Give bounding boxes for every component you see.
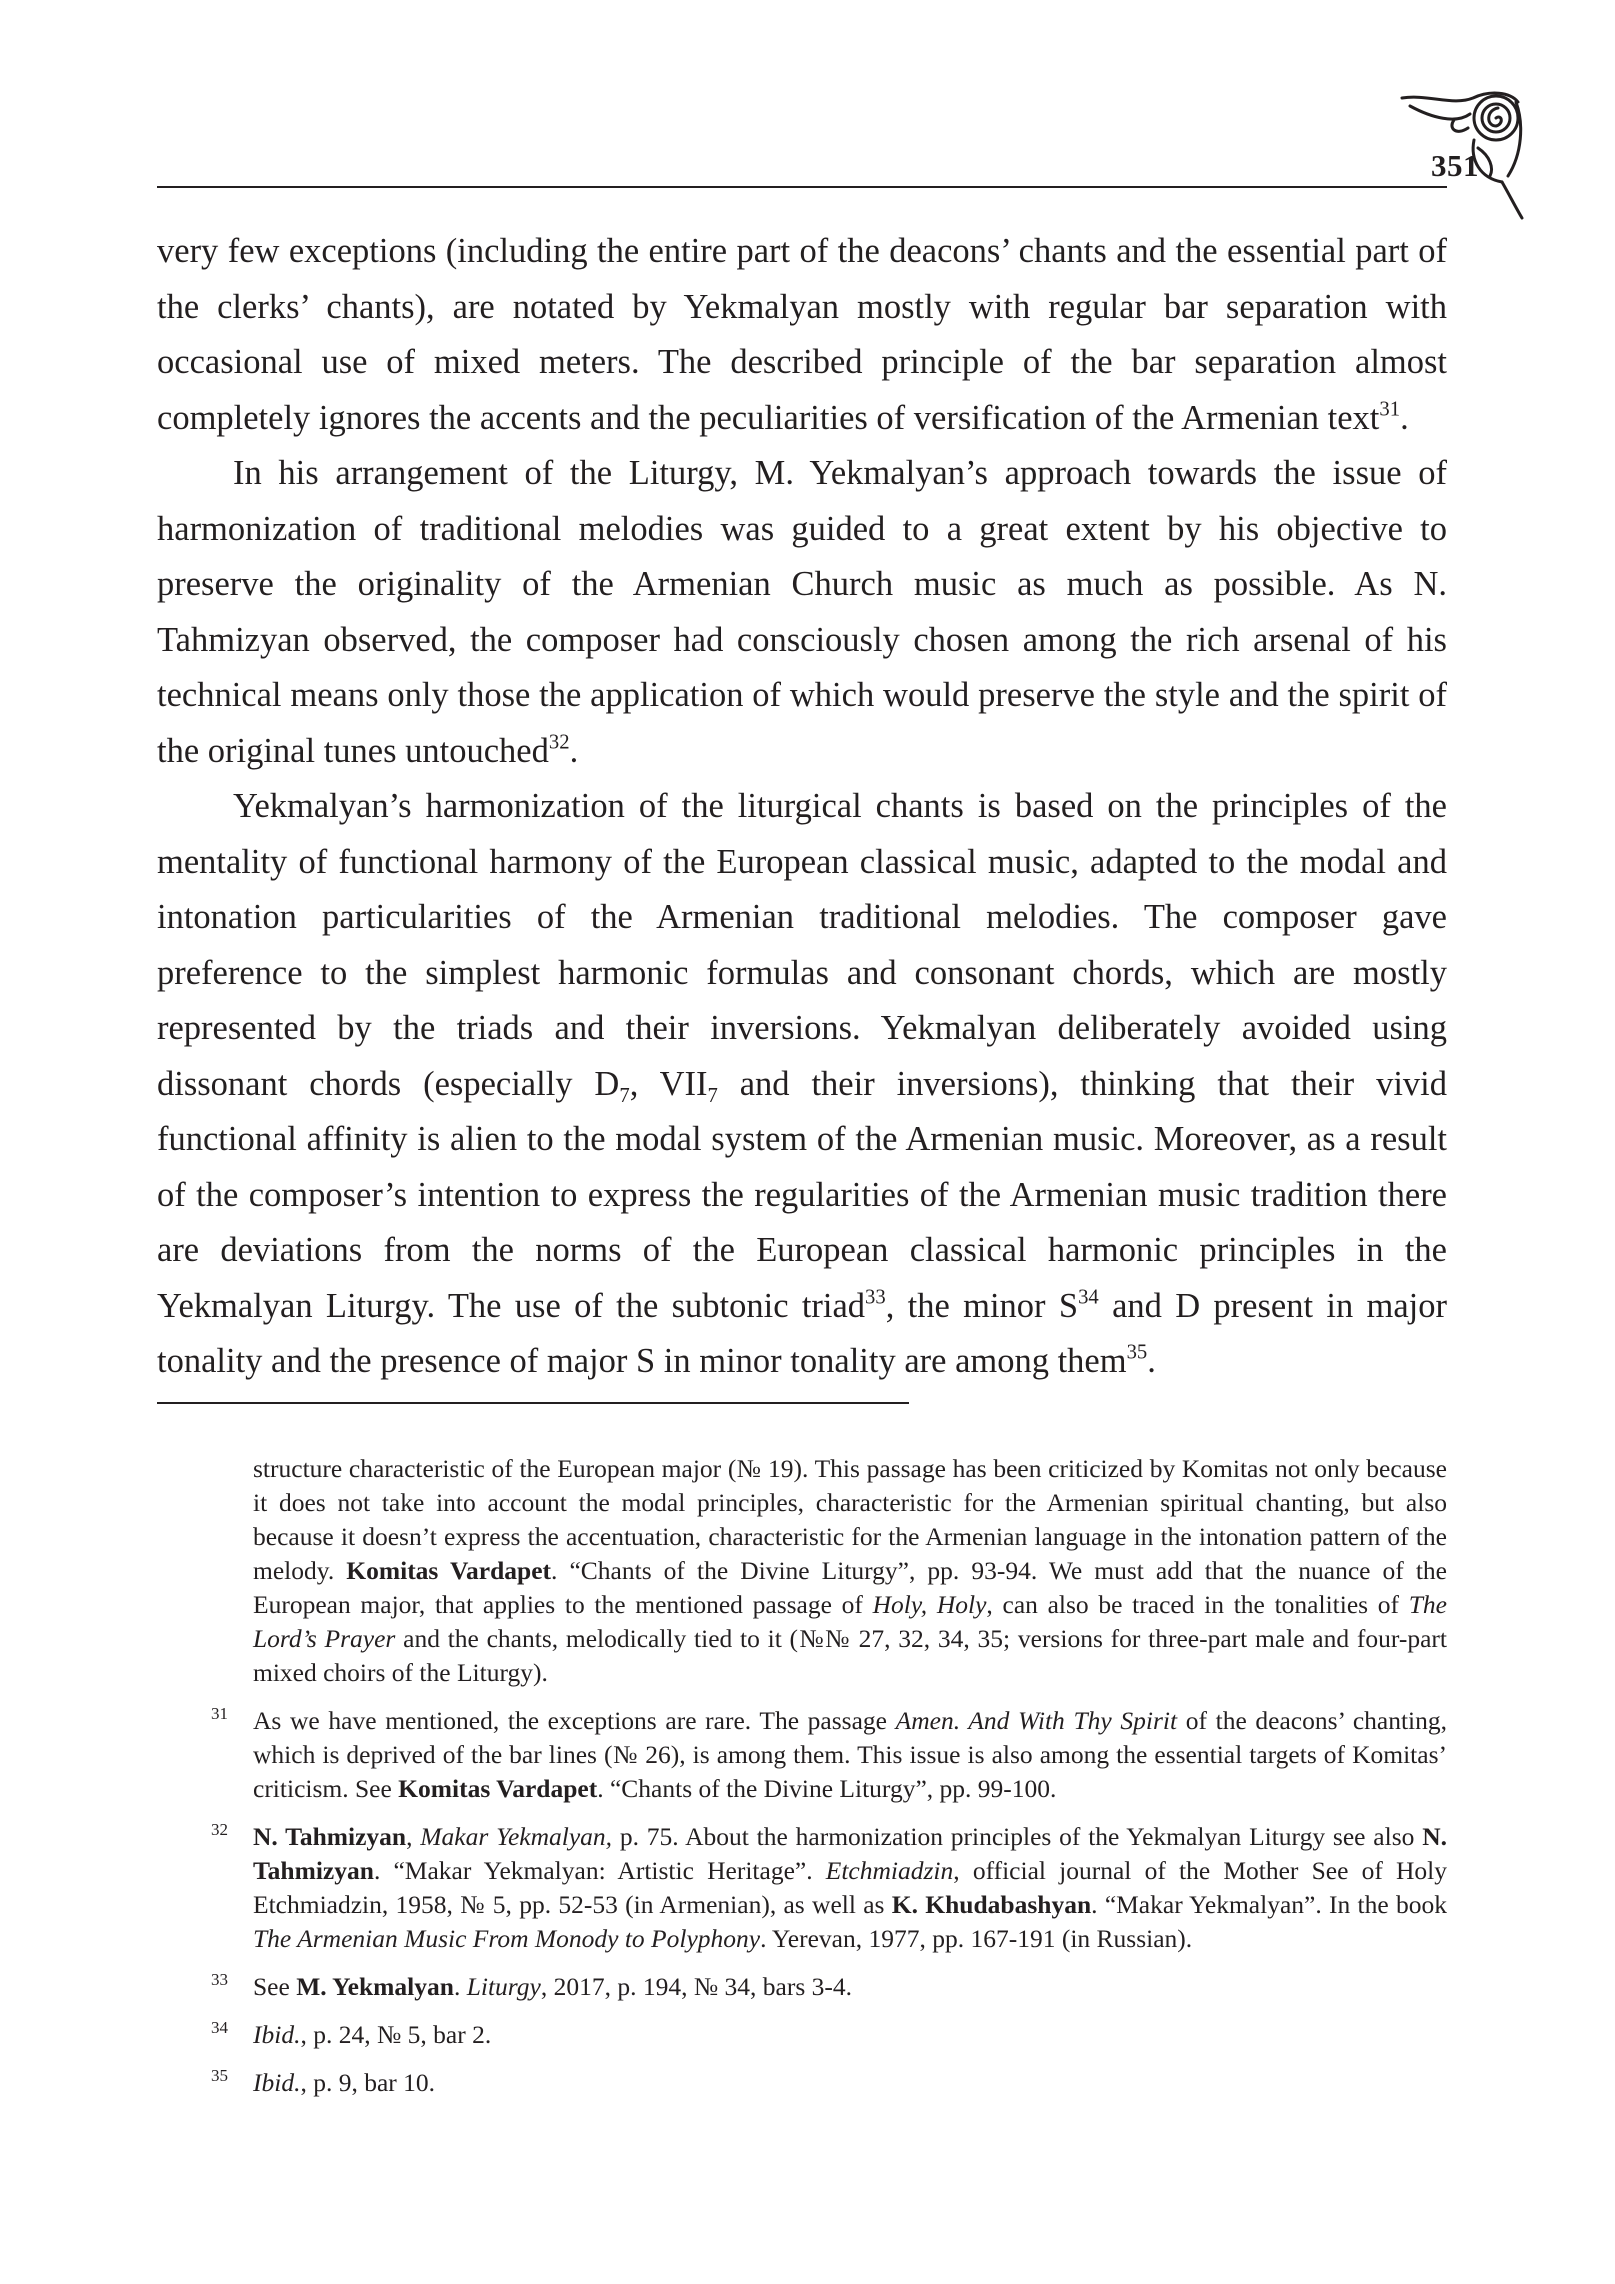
footnote-ref-35[interactable]: 35 bbox=[1126, 1341, 1148, 1364]
footnote-text: and the chants, melodically tied to it (№№ 27, 32, 34, 35; versions for three-part male and four-part mixed choirs of the Liturgy). bbox=[253, 1624, 1447, 1687]
punct: . bbox=[569, 731, 579, 770]
author-name: K. Khudabashyan bbox=[891, 1890, 1092, 1919]
footnote-text: . “Makar Yekmalyan”. In the book bbox=[1091, 1890, 1448, 1919]
footnote-34 bbox=[157, 2018, 1447, 2052]
footnote-ref-32[interactable]: 32 bbox=[548, 731, 570, 754]
paragraph-text: very few exceptions (including the entire part of the deacons’ chants and the essential part of the clerks’ chants), are notated by Yekmalyan mostly with regular bar separation with occasional use of mixed meters. The described principle of the bar separation almost completely ignores the accents and the peculiarities of versification of the Armenian text bbox=[157, 232, 1447, 437]
footnote-number: 35 bbox=[211, 2066, 228, 2085]
footnote-text: As we have mentioned, the exceptions are rare. The passage bbox=[253, 1706, 896, 1735]
footnote-number: 31 bbox=[211, 1704, 228, 1723]
footnote-ref-33[interactable]: 33 bbox=[865, 1286, 886, 1309]
footnote-number: 34 bbox=[211, 2018, 228, 2037]
footnote-number: 33 bbox=[211, 1970, 228, 1989]
footnote-number: 32 bbox=[211, 1820, 228, 1839]
footnote-text: . Yerevan, 1977, pp. 167-191 (in Russian). bbox=[760, 1924, 1193, 1953]
footnote-33 bbox=[157, 1970, 1447, 2004]
body-paragraph-1 bbox=[157, 224, 1447, 446]
header-rule bbox=[157, 186, 1447, 188]
body-paragraph-3 bbox=[157, 779, 1447, 1390]
subscript-7: 7 bbox=[619, 1084, 630, 1107]
subscript-7: 7 bbox=[707, 1084, 718, 1107]
author-name: N. Tahmizyan bbox=[253, 1822, 407, 1851]
footnote-32 bbox=[157, 1820, 1447, 1956]
footnote-text: of the deacons’ chanting, which is deprived of the bar lines (№ 26), is among them. This issue is also among the essential targets of Komitas’ criticism. See bbox=[253, 1706, 1447, 1803]
footnote-text: structure characteristic of the European major (№ 19). This passage has been criticized by Komitas not only because it does not take into account the modal principles, characteristic for the Armenian spiritual chanting, but also because it doesn’t express the accentuation, characteristic for the Armenian language in the intonation pattern of the melody. bbox=[253, 1454, 1447, 1585]
footnote-text: , 2017, p. 194, № 34, bars 3-4. bbox=[540, 1972, 853, 2001]
footnote-text: , bbox=[406, 1822, 421, 1851]
footnote-text: , p. 9, bar 10. bbox=[300, 2068, 436, 2097]
body-paragraph-2 bbox=[157, 446, 1447, 779]
footnote-continuation bbox=[157, 1452, 1447, 1690]
ibid: Ibid. bbox=[253, 2020, 301, 2049]
main-text bbox=[157, 224, 1447, 1390]
footnote-text: . bbox=[453, 1972, 467, 2001]
work-title: Liturgy bbox=[466, 1972, 541, 2001]
footnote-31 bbox=[157, 1704, 1447, 1806]
paragraph-text: In his arrangement of the Liturgy, M. Yekmalyan’s approach towards the issue of harmonization of traditional melodies was guided to a great extent by his objective to preserve the originality of the Armenian Church music as much as possible. As N. Tahmizyan observed, the composer had consciously chosen among the rich arsenal of his technical means only those the application of which would preserve the style and the spirit of the original tunes untouched bbox=[157, 454, 1447, 770]
work-title: The Armenian Music From Monody to Polyphony bbox=[253, 1924, 761, 1953]
work-title: Holy, Holy bbox=[872, 1590, 987, 1619]
footnotes bbox=[157, 1452, 1447, 2114]
work-title: Makar Yekmalyan, bbox=[420, 1822, 613, 1851]
author-name: M. Yekmalyan bbox=[296, 1972, 454, 2001]
paragraph-text: and their inversions), thinking that their vivid functional affinity is alien to the modal system of the Armenian music. Moreover, as a result of the composer’s intention to express the regularities of the Armenian music tradition there are deviations from the norms of the European classical harmonic principles in the Yekmalyan Liturgy. The use of the subtonic triad bbox=[157, 1064, 1447, 1325]
footnote-text: , p. 24, № 5, bar 2. bbox=[300, 2020, 492, 2049]
work-title: Amen. And With Thy Spirit bbox=[895, 1706, 1178, 1735]
work-title: The Lord’s Prayer bbox=[253, 1590, 1447, 1653]
footnote-text: p. 75. About the harmonization principles of the Yekmalyan Liturgy see also bbox=[612, 1822, 1423, 1851]
page-number: 351 bbox=[1431, 148, 1479, 183]
paragraph-text: and D present in major tonality and the presence of major S in minor tonality are among them bbox=[157, 1286, 1447, 1380]
footnote-text: . “Chants of the Divine Liturgy”, pp. 93-94. We must add that the nuance of the European major, that applies to the mentioned passage of bbox=[253, 1556, 1447, 1619]
footnote-text: . “Chants of the Divine Liturgy”, pp. 99-100. bbox=[597, 1774, 1057, 1803]
author-name: N. Tahmizyan bbox=[253, 1822, 1448, 1885]
work-title: Etchmiadzin bbox=[825, 1856, 954, 1885]
footnote-text: , can also be traced in the tonalities of bbox=[986, 1590, 1409, 1619]
paragraph-text: , the minor S bbox=[885, 1286, 1079, 1325]
author-name: Komitas Vardapet bbox=[346, 1556, 552, 1585]
punct: . bbox=[1147, 1342, 1156, 1380]
paragraph-text: , VII bbox=[629, 1064, 708, 1103]
ibid: Ibid. bbox=[253, 2068, 301, 2097]
footnote-rule bbox=[157, 1402, 909, 1404]
footnote-text: . “Makar Yekmalyan: Artistic Heritage”. bbox=[373, 1856, 826, 1885]
footnote-ref-34[interactable]: 34 bbox=[1078, 1286, 1099, 1309]
footnote-text: See bbox=[253, 1972, 297, 2001]
author-name: Komitas Vardapet bbox=[398, 1774, 598, 1803]
paragraph-text: Yekmalyan’s harmonization of the liturgical chants is based on the principles of the mentality of functional harmony of the European classical music, adapted to the modal and intonation particularities of the Armenian traditional melodies. The composer gave preference to the simplest harmonic formulas and consonant chords, which are mostly represented by the triads and their inversions. Yekmalyan deliberately avoided using dissonant chords (especially D bbox=[157, 787, 1447, 1103]
punct: . bbox=[1400, 398, 1409, 437]
footnote-35 bbox=[157, 2066, 1447, 2100]
footnote-text: , official journal of the Mother See of Holy Etchmiadzin, 1958, № 5, pp. 52-53 (in Armenian), as well as bbox=[253, 1856, 1447, 1919]
footnote-ref-31[interactable]: 31 bbox=[1379, 398, 1401, 421]
